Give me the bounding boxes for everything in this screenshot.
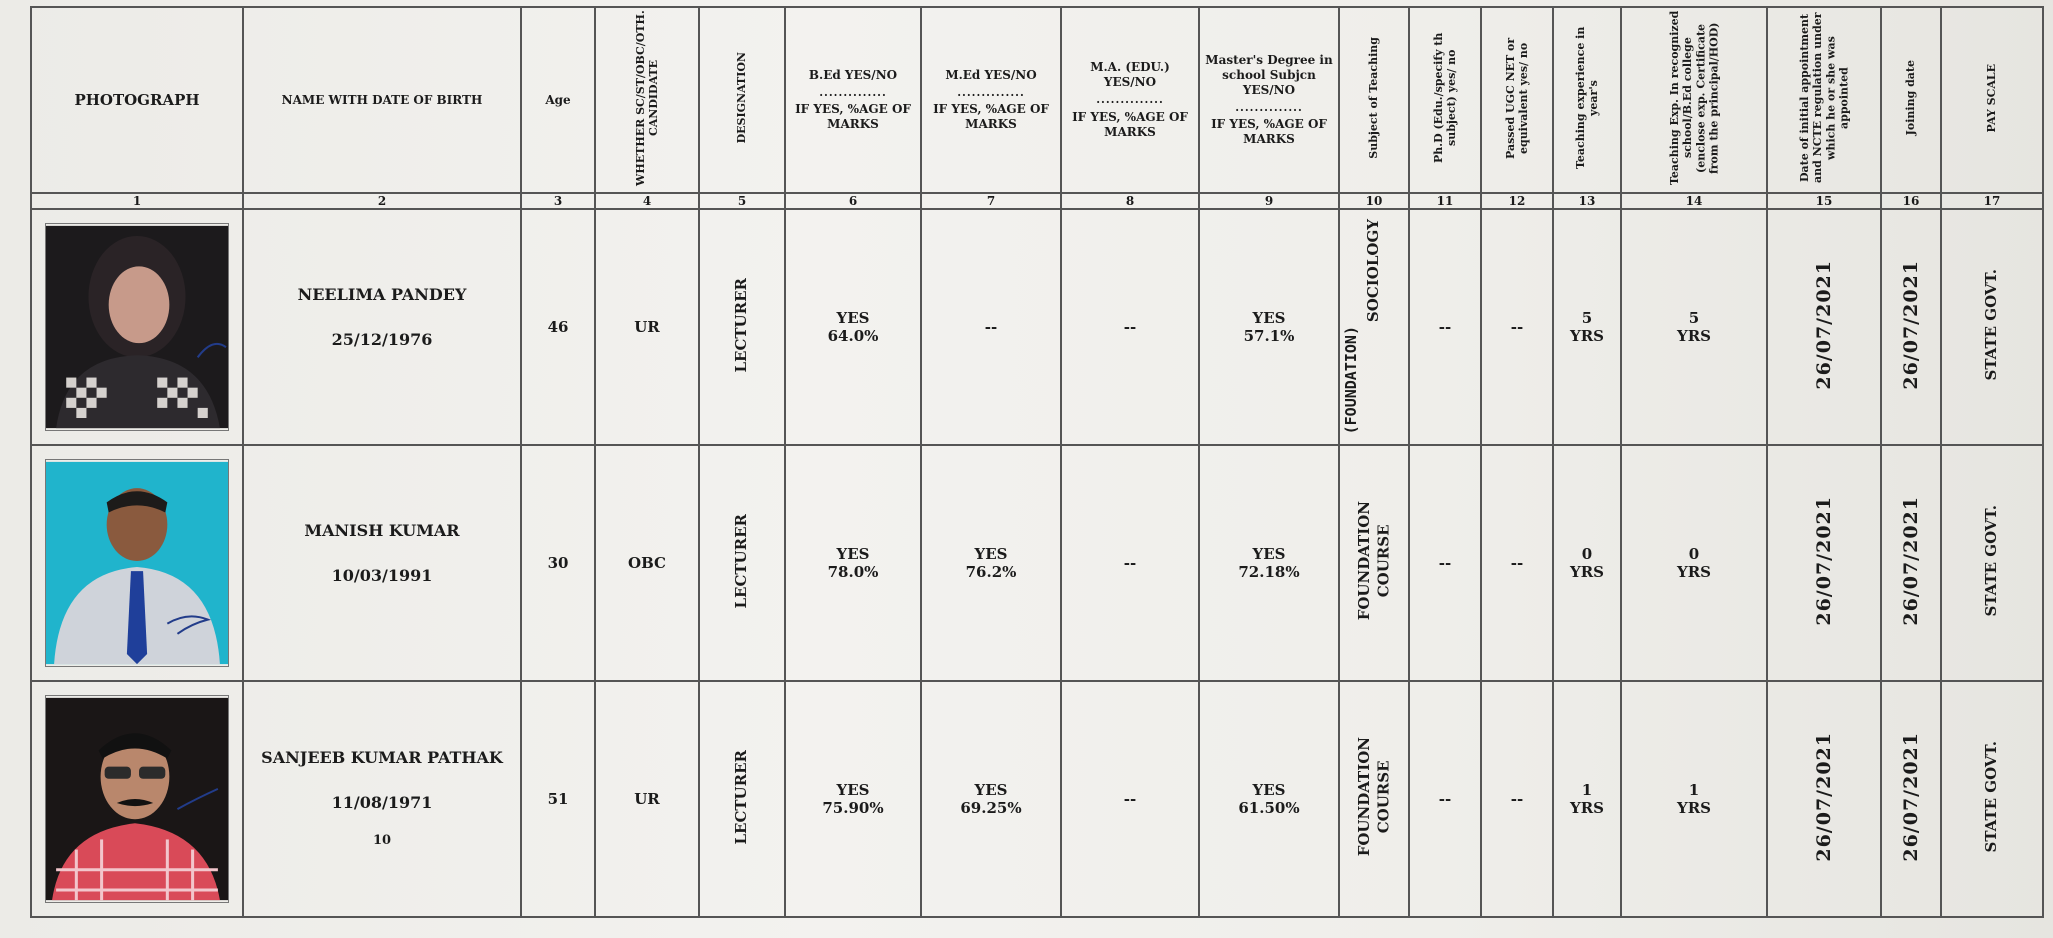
med-cell: YES 76.2% (921, 445, 1061, 681)
header-ma-edu: M.A. (EDU.) YES/NO .............. IF YES, %AGE OF MARKS (1061, 7, 1199, 193)
column-number: 6 (785, 193, 921, 209)
designation-cell: LECTURER (699, 681, 785, 917)
column-number: 4 (595, 193, 699, 209)
column-number: 11 (1409, 193, 1481, 209)
net-cell: -- (1481, 445, 1553, 681)
header-age: Age (521, 7, 595, 193)
column-number: 17 (1941, 193, 2043, 209)
recognized-exp-cell: 1 YRS (1621, 681, 1767, 917)
category-cell: UR (595, 209, 699, 445)
staff-name: MANISH KUMAR (304, 521, 460, 541)
pay-scale-cell: STATE GOVT. (1941, 681, 2043, 917)
staff-photo (45, 695, 229, 903)
subject-text: FOUNDATION COURSE (1354, 501, 1392, 621)
date-of-birth: 11/08/1971 (331, 793, 433, 813)
header-teaching-exp: Teaching experience in year's (1553, 7, 1621, 193)
joining-date-cell: 26/07/2021 (1881, 209, 1941, 445)
portrait-image (46, 224, 228, 430)
initial-date-cell: 26/07/2021 (1767, 445, 1881, 681)
header-designation: DESIGNATION (699, 7, 785, 193)
column-number: 13 (1553, 193, 1621, 209)
designation-cell: LECTURER (699, 209, 785, 445)
masters-cell: YES 72.18% (1199, 445, 1339, 681)
subject-cell (1339, 445, 1409, 681)
bed-cell: YES 75.90% (785, 681, 921, 917)
age-cell: 51 (521, 681, 595, 917)
net-cell: -- (1481, 209, 1553, 445)
subject-handwritten: (FOUNDATION) (1342, 326, 1360, 435)
header-joining-date: Joining date (1881, 7, 1941, 193)
photo-cell (31, 445, 243, 681)
bed-cell: YES 78.0% (785, 445, 921, 681)
column-number: 10 (1339, 193, 1409, 209)
age-cell: 30 (521, 445, 595, 681)
ma-edu-cell: -- (1061, 209, 1199, 445)
column-number: 7 (921, 193, 1061, 209)
subject-text: SOCIOLOGY (1364, 219, 1383, 323)
teaching-exp-cell: 1 YRS (1553, 681, 1621, 917)
column-number: 8 (1061, 193, 1199, 209)
date-of-birth: 10/03/1991 (331, 566, 433, 586)
staff-name: SANJEEB KUMAR PATHAK (261, 748, 503, 768)
ma-edu-cell: -- (1061, 681, 1199, 917)
joining-date-cell: 26/07/2021 (1881, 445, 1941, 681)
teaching-exp-cell: 0 YRS (1553, 445, 1621, 681)
designation-cell: LECTURER (699, 445, 785, 681)
subject-text: FOUNDATION COURSE (1354, 737, 1392, 857)
header-bed: B.Ed YES/NO .............. IF YES, %AGE OF MARKS (785, 7, 921, 193)
recognized-exp-cell: 5 YRS (1621, 209, 1767, 445)
header-row (31, 7, 2043, 193)
column-number: 1 (31, 193, 243, 209)
portrait-image (46, 460, 228, 666)
header-category: WHETHER SC/ST/OBC/OTH. CANDIDATE (595, 7, 699, 193)
recognized-exp-cell: 0 YRS (1621, 445, 1767, 681)
staff-photo (45, 459, 229, 667)
header-phd: Ph.D (Edu./specify th subject) yes/ no (1409, 7, 1481, 193)
header-med: M.Ed YES/NO .............. IF YES, %AGE OF MARKS (921, 7, 1061, 193)
masters-cell: YES 61.50% (1199, 681, 1339, 917)
header-photograph: PHOTOGRAPH (31, 7, 243, 193)
masters-cell: YES 57.1% (1199, 209, 1339, 445)
name-dob-cell (243, 681, 521, 917)
initial-date-cell: 26/07/2021 (1767, 209, 1881, 445)
header-subject: Subject of Teaching (1339, 7, 1409, 193)
category-cell: OBC (595, 445, 699, 681)
pay-scale-cell: STATE GOVT. (1941, 209, 2043, 445)
column-number-row (31, 193, 2043, 209)
subject-cell (1339, 209, 1409, 445)
ma-edu-cell: -- (1061, 445, 1199, 681)
column-number: 2 (243, 193, 521, 209)
phd-cell: -- (1409, 445, 1481, 681)
header-masters: Master's Degree in school Subjcn YES/NO .............. IF YES, %AGE OF MARKS (1199, 7, 1339, 193)
category-cell: UR (595, 681, 699, 917)
header-ugc-net: Passed UGC NET or equivalent yes/ no (1481, 7, 1553, 193)
staff-photo (45, 223, 229, 431)
table-row (31, 209, 2043, 445)
phd-cell: -- (1409, 681, 1481, 917)
age-cell: 46 (521, 209, 595, 445)
portrait-image (46, 696, 228, 902)
column-number: 9 (1199, 193, 1339, 209)
column-number: 16 (1881, 193, 1941, 209)
table-row (31, 445, 2043, 681)
table-row (31, 681, 2043, 917)
initial-date-cell: 26/07/2021 (1767, 681, 1881, 917)
phd-cell: -- (1409, 209, 1481, 445)
staff-name: NEELIMA PANDEY (297, 285, 467, 305)
bed-cell: YES 64.0% (785, 209, 921, 445)
joining-date-cell: 26/07/2021 (1881, 681, 1941, 917)
header-pay-scale: PAY SCALE (1941, 7, 2043, 193)
column-number: 12 (1481, 193, 1553, 209)
faculty-table (30, 6, 2044, 918)
date-of-birth: 25/12/1976 (331, 330, 433, 350)
header-name-dob: NAME WITH DATE OF BIRTH (243, 7, 521, 193)
photo-cell (31, 681, 243, 917)
column-number: 14 (1621, 193, 1767, 209)
header-recognized-exp: Teaching Exp. In recognized school/B.Ed college (enclose exp. Certificate from the principal/HOD) (1621, 7, 1767, 193)
teaching-exp-cell: 5 YRS (1553, 209, 1621, 445)
net-cell: -- (1481, 681, 1553, 917)
column-number: 5 (699, 193, 785, 209)
column-number: 15 (1767, 193, 1881, 209)
column-number: 3 (521, 193, 595, 209)
photo-cell (31, 209, 243, 445)
subject-cell (1339, 681, 1409, 917)
name-dob-cell (243, 209, 521, 445)
med-cell: YES 69.25% (921, 681, 1061, 917)
pay-scale-cell: STATE GOVT. (1941, 445, 2043, 681)
name-dob-cell (243, 445, 521, 681)
extra-note: 10 (372, 833, 392, 849)
med-cell: -- (921, 209, 1061, 445)
header-initial-appointment: Date of initial appointment and NCTE regulation under which he or she was appointed (1767, 7, 1881, 193)
